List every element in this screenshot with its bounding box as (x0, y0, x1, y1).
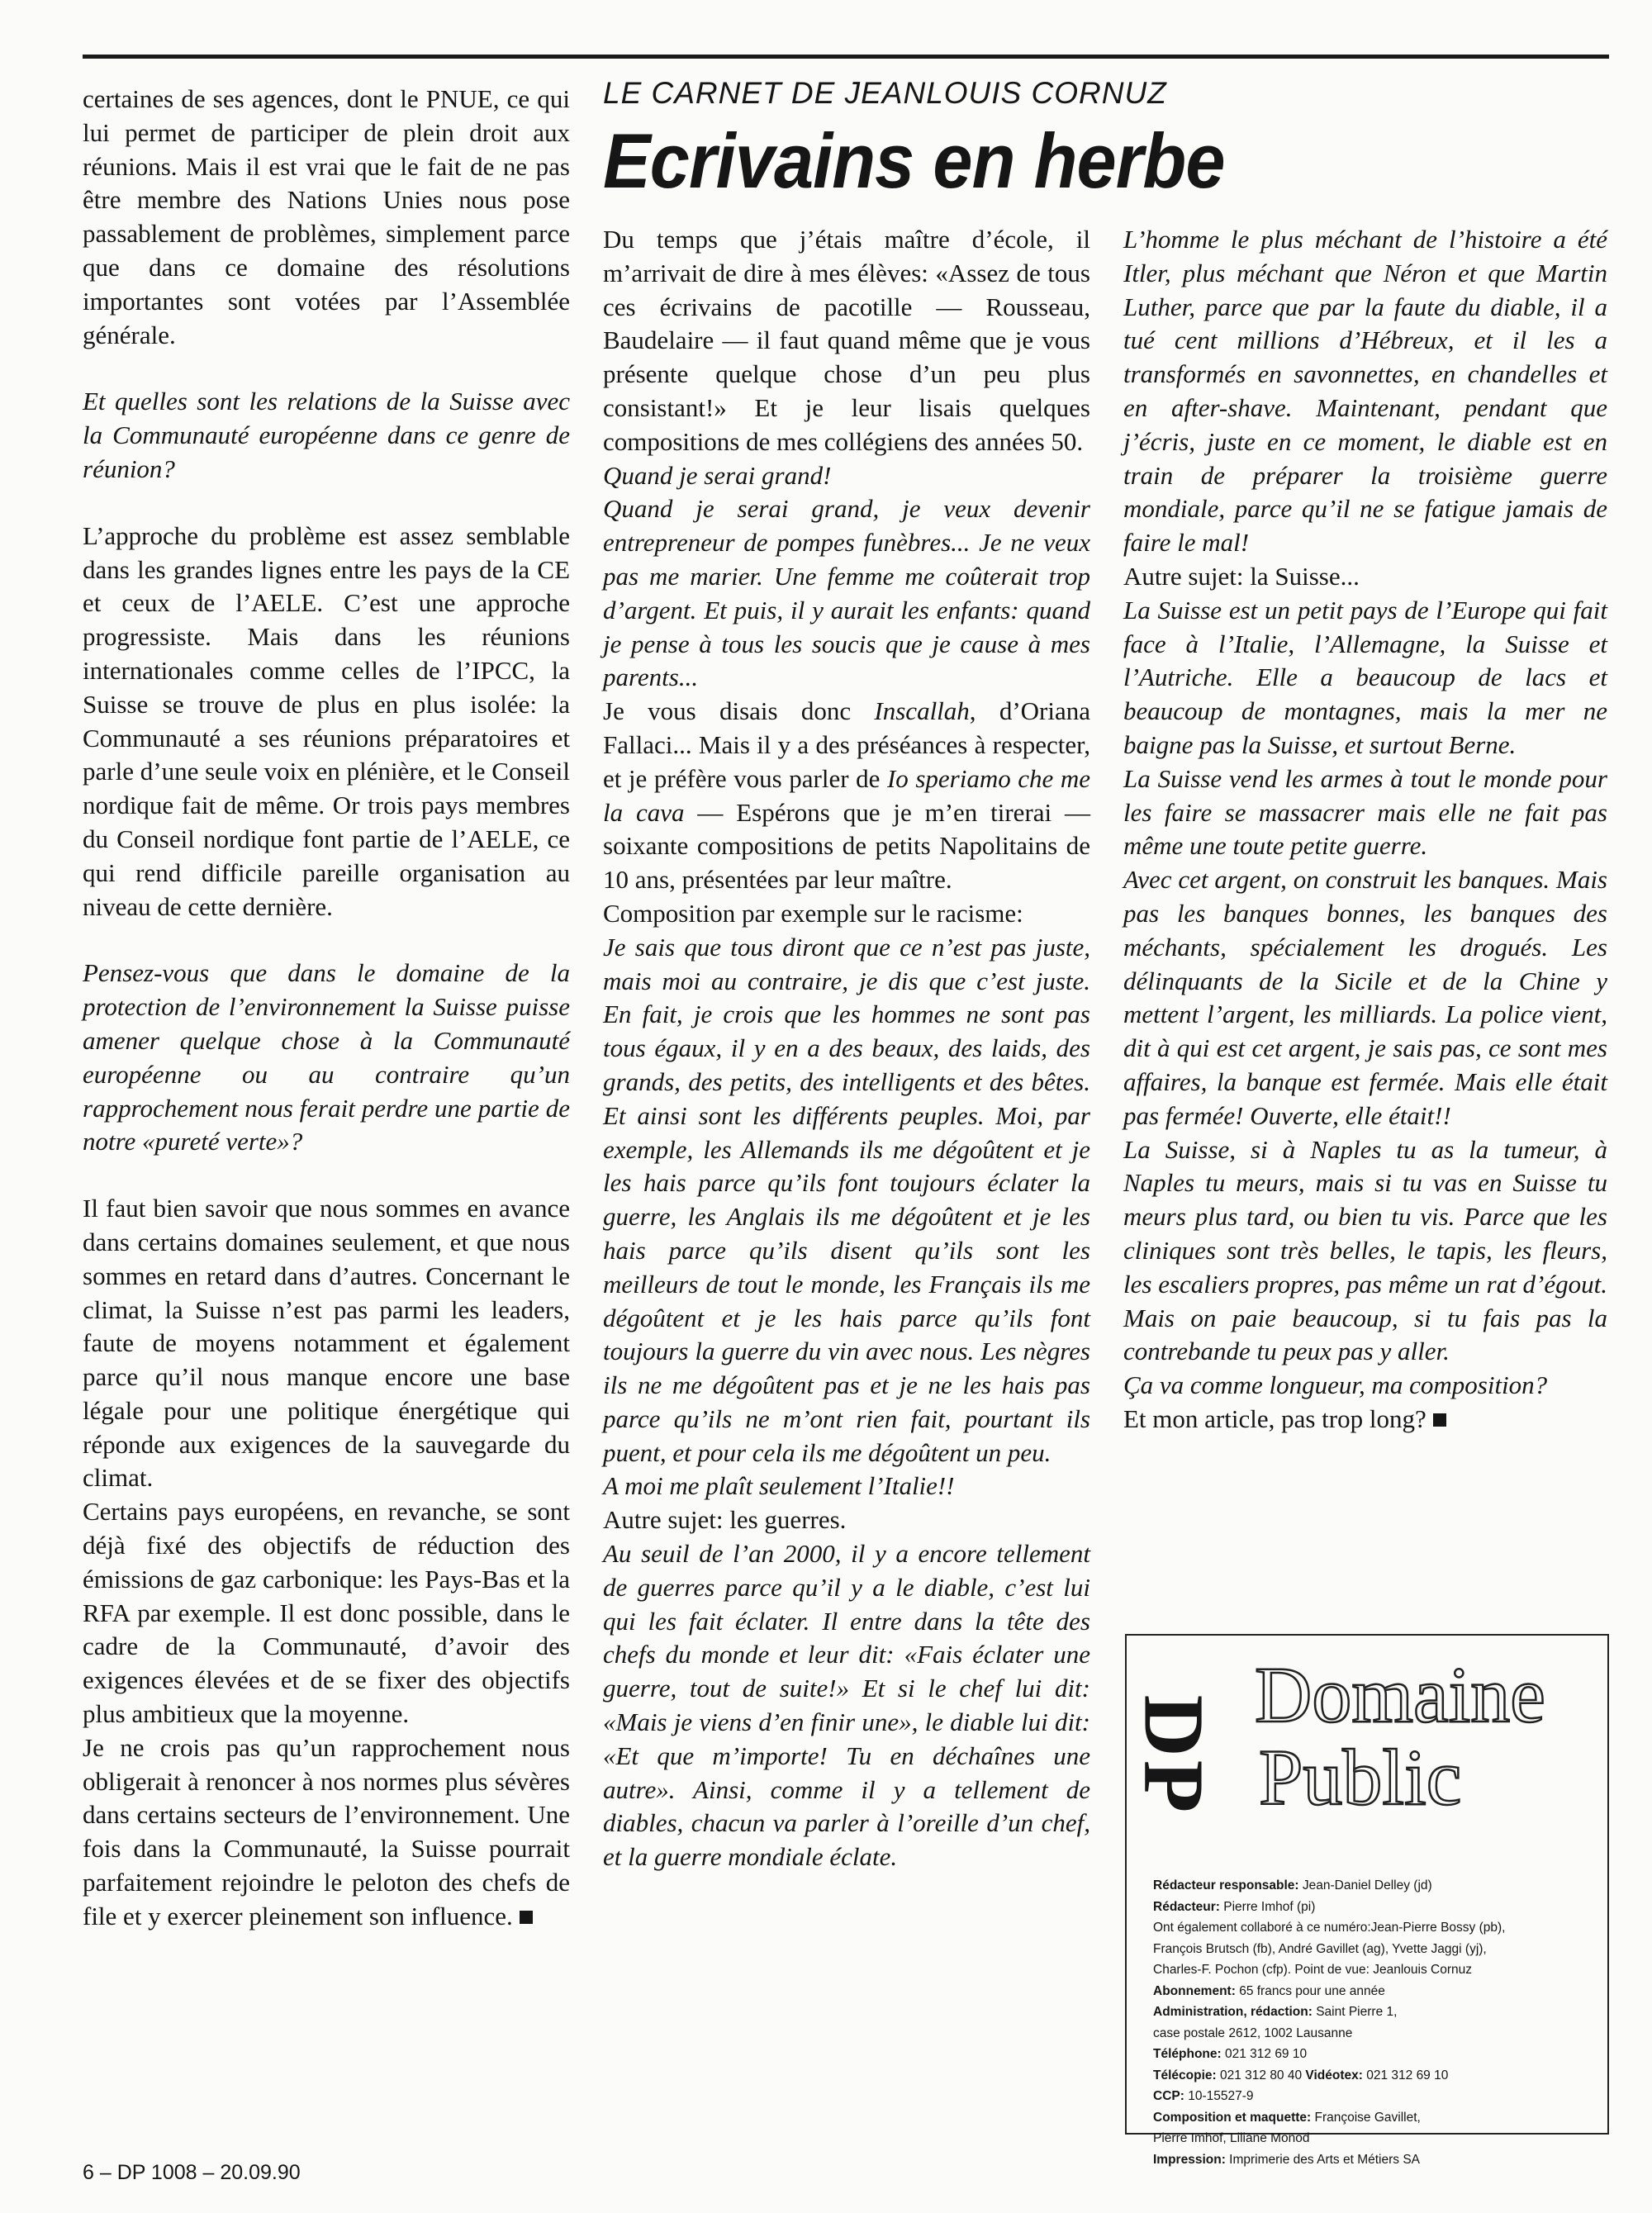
paragraph-text: — Espérons que je m’en tirerai — soixante compositions de petits Napolitains de 10 ans, présentées par leur maître. (603, 797, 1090, 895)
credit-label: Administration, rédaction: (1153, 2005, 1313, 2019)
paragraph: certaines de ses agences, dont le PNUE, ce qui lui permet de participer de plein droit aux réunions. Mais il est vrai que le fait de ne pas être membre des Nations Unies nous pose passablement de problèmes, simplement parce que dans ce domaine des résolutions importantes sont votées par l’Assemblée générale. (83, 84, 570, 349)
composition-quote: Ça va comme longueur, ma composition? (1123, 1370, 1548, 1400)
paragraph: L’approche du problème est assez semblable dans les grandes lignes entre les pays de la CE et ceux de l’AELE. C’est une approche progressiste. Mais dans les réunions internationales comme celles de l’IPCC, la Suisse se trouve de plus en plus isolée: la Communauté a ses réunions préparatoires et parle d’une seule voix en plénière, et le Conseil nordique fait de même. Or trois pays membres du Conseil nordique font partie de l’AELE, ce qui rend difficile pareille organisation au niveau de cette dernière. (83, 520, 570, 921)
credit-line (1153, 2128, 1599, 2149)
paragraph-text: Je vous disais donc (603, 696, 875, 726)
article-column-1 (603, 223, 1090, 1874)
credit-label: CCP: (1153, 2089, 1184, 2103)
credit-value: Imprimerie des Arts et Métiers SA (1225, 2152, 1421, 2167)
credit-value: Pierre Imhof, Liliane Monod (1153, 2131, 1310, 2145)
credit-value: Françoise Gavillet, (1311, 2110, 1421, 2125)
composition-quote: La Suisse est un petit pays de l’Europe qui fait face à l’Italie, l’Allemagne, la Suisse et l’Autriche. Elle a beaucoup de lacs et beaucoup de montagnes, mais la mer ne baigne pas la Suisse, et surtout Berne. (1123, 595, 1607, 759)
credit-label: Composition et maquette: (1153, 2110, 1312, 2125)
paragraph-text: , d’Oriana Fallaci... Mais il y a des préséances à respecter, et je préfère vous parler de (603, 696, 1090, 793)
paragraph: Composition par exemple sur le racisme: (603, 898, 1023, 928)
credit-label: Rédacteur responsable: (1153, 1878, 1299, 1892)
paragraph: Il faut bien savoir que nous sommes en avance dans certains domaines seulement, et que nous sommes en retard dans d’autres. Concernant le climat, la Suisse n’est pas parmi les leaders, faute de moyens notamment et également parce qu’il nous manque encore une base légale pour une politique énergétique qui réponde aux exigences de la sauvegarde du climat. (83, 1194, 570, 1493)
credit-value: 021 312 69 10 (1221, 2047, 1308, 2061)
dp-initials: DP (1126, 1694, 1222, 1816)
composition-quote: Je sais que tous diront que ce n’est pas juste, mais moi au contraire, je dis que c’est juste. En fait, je crois que les hommes ne sont pas tous égaux, il y en a des beaux, des laids, des grands, des petits, des intelligents et des bêtes. Et ainsi sont les différents peuples. Moi, par exemple, les Allemands ils me dégoûtent et je les hais parce qu’ils font toujours éclater la guerre, les Anglais ils me dégoûtent et je les hais parce qu’ils disent qu’ils sont les meilleurs de tout le monde, les Français ils me dégoûtent et je les hais parce qu’ils font toujours la guerre du vin avec nous. Les nègres ils ne me dégoûtent pas et je ne les hais pas parce qu’ils ne m’ont rien fait, pourtant ils puent, et pour cela ils me dégoûtent un peu. (603, 932, 1090, 1467)
credit-value: 021 312 80 40 (1216, 2068, 1306, 2082)
credit-line (1153, 1981, 1599, 2002)
credit-line (1153, 2086, 1599, 2107)
paragraph (1123, 1403, 1607, 1437)
credit-label: Télécopie: (1153, 2068, 1217, 2082)
credit-line (1153, 2107, 1599, 2129)
masthead-box (1125, 1634, 1609, 2167)
credit-label: Rédacteur: (1153, 1899, 1220, 1914)
article-column-2 (1123, 223, 1607, 1437)
paragraph-text: Je ne crois pas qu’un rapprochement nous obligerait à renoncer à nos normes plus sévères dans certains secteurs de l’environnement. Une fois dans la Communauté, la Suisse pourrait parfaitement rejoindre le peloton des chefs de file et y exercer pleinement son influence. (83, 1732, 570, 1930)
interview-question: Et quelles sont les relations de la Suisse avec la Communauté européenne dans ce genre de réunion? (83, 387, 570, 483)
credit-label: Téléphone: (1153, 2047, 1222, 2061)
credit-line (1153, 1875, 1599, 1897)
credit-value: Ont également collaboré à ce numéro:Jean-Pierre Bossy (pb), (1153, 1921, 1506, 1935)
credit-value: 10-15527-9 (1184, 2089, 1254, 2103)
composition-quote: Avec cet argent, on construit les banques. Mais pas les banques bonnes, les banques des méchants, spécialement les drogués. Les délinquants de la Sicile et de la Chine y mettent l’argent, les milliards. La police vient, dit à qui est cet argent, je sais pas, ce sont mes affaires, la banque est fermée. Mais elle était pas fermée! Ouverte, elle était!! (1123, 865, 1607, 1130)
end-mark-icon (1433, 1413, 1446, 1427)
paragraph: Certains pays européens, en revanche, se sont déjà fixé des objectifs de réduction des émissions de gaz carbonique: les Pays-Bas et la RFA par exemple. Il est donc possible, dans le cadre de la Communauté, d’avoir des exigences élevées et de se fixer des objectifs plus ambitieux que la moyenne. (83, 1497, 570, 1729)
paragraph-text: Et mon article, pas trop long? (1123, 1403, 1427, 1433)
paragraph: Autre sujet: les guerres. (603, 1505, 847, 1535)
paragraph (603, 695, 1090, 897)
paragraph: Autre sujet: la Suisse... (1123, 561, 1360, 591)
composition-quote: Quand je serai grand, je veux devenir entrepreneur de pompes funèbres... Je ne veux pas me marier. Une femme me coûterait trop d’argent. Et puis, il y aurait les enfants: quand je pense à tous les soucis que je cause à mes parents... (603, 494, 1090, 692)
book-title: Io speriamo che me la cava (603, 763, 1090, 827)
page-footer: 6 – DP 1008 – 20.09.90 (83, 2161, 301, 2184)
composition-quote: Au seuil de l’an 2000, il y a encore tellement de guerres parce qu’il y a le diable, c’est lui qui les fait éclater. Il entre dans la tête des chefs du monde et leur dit: «Fais éclater une guerre, tout de suite!» Et si le chef lui dit: «Mais je viens d’en finir une», le diable lui dit: «Et que m’importe! Tu en déchaînes une autre». Ainsi, comme il y a tellement de diables, chacun va parler à l’oreille d’un chef, et la guerre mondiale éclate. (603, 1539, 1090, 1872)
credit-value: Saint Pierre 1, (1312, 2005, 1398, 2019)
credit-value: case postale 2612, 1002 Lausanne (1153, 2025, 1353, 2040)
masthead-title-line2: Public (1259, 1733, 1462, 1821)
credit-line (1153, 2002, 1599, 2023)
credit-line (1153, 1939, 1599, 1960)
article-title: Ecrivains en herbe (603, 117, 1225, 204)
credit-line (1153, 2044, 1599, 2065)
credit-value: 021 312 69 10 (1362, 2068, 1449, 2082)
credit-value: François Brutsch (fb), André Gavillet (ag), Yvette Jaggi (yj), (1153, 1941, 1487, 1956)
credit-value: Charles-F. Pochon (cfp). Point de vue: Jeanlouis Cornuz (1153, 1963, 1472, 1977)
credit-line (1153, 1959, 1599, 1981)
article-kicker: LE CARNET DE JEANLOUIS CORNUZ (603, 76, 1167, 110)
paragraph (83, 1731, 570, 1934)
composition-quote: A moi me plaît seulement l’Italie!! (603, 1471, 955, 1501)
interview-column (83, 83, 570, 1934)
credit-line (1153, 2023, 1599, 2044)
credit-value: Pierre Imhof (pi) (1219, 1899, 1316, 1914)
credit-label: Abonnement: (1153, 1983, 1236, 1998)
credit-line (1153, 1897, 1599, 1918)
top-rule (83, 55, 1609, 59)
credit-value: 65 francs pour une année (1235, 1983, 1385, 1998)
composition-quote: La Suisse vend les armes à tout le monde pour les faire se massacrer mais elle ne fait pas même une toute petite guerre. (1123, 763, 1607, 861)
masthead-title-line1: Domaine (1255, 1650, 1545, 1739)
end-mark-icon (520, 1911, 533, 1924)
book-title: Inscallah (874, 696, 970, 726)
interview-question: Pensez-vous que dans le domaine de la protection de l’environnement la Suisse puisse amener quelque chose à la Communauté européenne ou au contraire qu’un rapprochement nous ferait perdre une partie de notre «pureté verte»? (83, 958, 570, 1156)
credit-value: Jean-Daniel Delley (jd) (1298, 1878, 1432, 1892)
composition-quote: L’homme le plus méchant de l’histoire a été Itler, plus méchant que Néron et que Martin Luther, parce que par la faute du diable, il a tué cent millions d’Hébreux, et il les a transformés en savonnettes, en chandelles et en after-shave. Maintenant, pendant que j’écris, juste en ce moment, le diable est en train de préparer la troisième guerre mondiale, parce qu’il ne se fatigue jamais de faire le mal! (1123, 225, 1607, 558)
composition-title: Quand je serai grand! (603, 460, 832, 490)
credit-line (1153, 1917, 1599, 1939)
credit-line (1153, 2065, 1599, 2087)
dp-logo (1126, 1652, 1222, 1859)
credit-label: Vidéotex: (1305, 2068, 1363, 2082)
composition-quote: La Suisse, si à Naples tu as la tumeur, à Naples tu meurs, mais si tu vas en Suisse tu meurs plus tard, ou bien tu vis. Parce que les cliniques sont très belles, le tapis, les fleurs, les escaliers propres, pas même un rat d’égout. Mais on paie beaucoup, si tu fais pas la contrebande tu peux pas y aller. (1123, 1134, 1607, 1366)
masthead-credits (1153, 1875, 1599, 2170)
paragraph: Du temps que j’étais maître d’école, il m’arrivait de dire à mes élèves: «Assez de tous ces écrivains de pacotille — Rousseau, Baudelaire — il faut quand même que je vous présente quelque chose d’un peu plus consistant!» Et je leur lisais quelques compositions de mes collégiens des années 50. (603, 225, 1090, 456)
credit-label: Impression: (1153, 2152, 1226, 2167)
credit-line (1153, 2149, 1599, 2171)
